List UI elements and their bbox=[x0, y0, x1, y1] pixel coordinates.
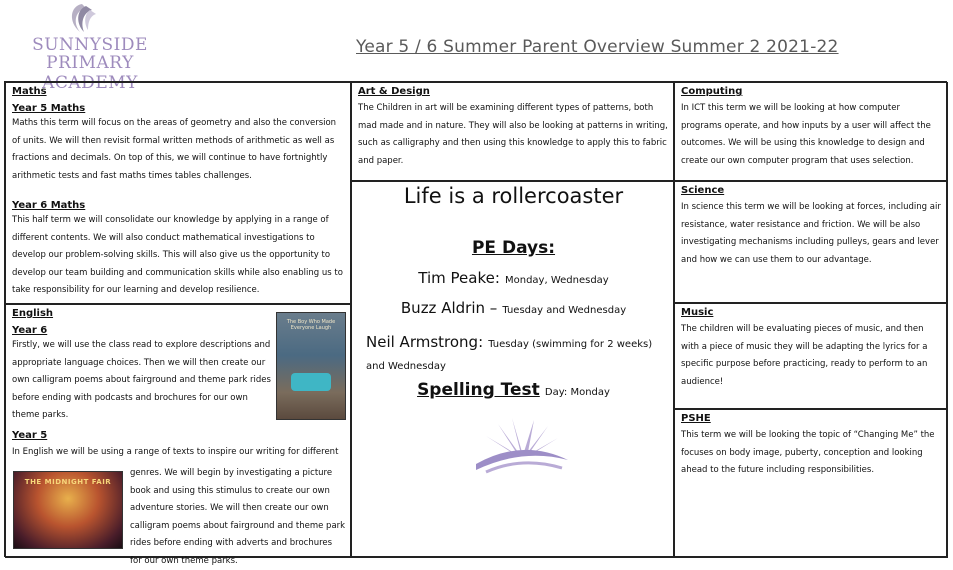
maths-heading: Maths bbox=[12, 86, 47, 97]
english-section bbox=[5, 304, 351, 566]
book-cover-image bbox=[276, 312, 346, 420]
maths-y5-heading: Year 5 Maths bbox=[12, 103, 86, 114]
english-y5-heading: Year 5 bbox=[12, 430, 48, 441]
computing-text: In ICT this term we will be looking at how computer programs operate, and how inputs by a user will affect the outcomes. We will be using this knowledge to design and create our own computer program that uses selection. bbox=[681, 103, 931, 166]
pe3-days: Tuesday (swimming for 2 weeks) and Wednesday bbox=[366, 339, 653, 372]
maths-y5-text: Maths this term will focus on the areas of geometry and also the conversion of units. We will then revisit formal written methods of arithmetic as well as fractions and decimals. On top of this, we will continue to have fortnightly arithmetic tests and fast maths times tables challenges. bbox=[12, 118, 337, 181]
pe2-days: Tuesday and Wednesday bbox=[502, 305, 627, 316]
spelling-heading: Spelling Test bbox=[417, 380, 540, 400]
theme-section bbox=[351, 181, 674, 558]
school-name-line2: PRIMARY ACADEMY bbox=[42, 53, 138, 93]
pe2-name: Buzz Aldrin – bbox=[400, 299, 498, 317]
pe-row-tim-peake bbox=[352, 268, 675, 287]
pe3-name: Neil Armstrong: bbox=[366, 333, 484, 351]
school-name-line1: SUNNYSIDE bbox=[32, 35, 148, 55]
maths-y6-heading: Year 6 Maths bbox=[12, 200, 86, 211]
english-heading: English bbox=[12, 308, 54, 319]
science-section bbox=[674, 181, 948, 303]
music-section bbox=[674, 303, 948, 409]
pshe-text: This term we will be looking the topic of “Changing Me” the focuses on body image, puberty, conception and looking ahead to the future including responsibilities. bbox=[681, 430, 935, 475]
music-text: The children will be evaluating pieces of music, and then with a piece of music they will be adapting the lyrics for a specific purpose before practicing, ready to perform to an audience! bbox=[681, 324, 928, 387]
english-y6-text: Firstly, we will use the class read to explore descriptions and appropriate language choices. Then we will then create our own calligram poems about fairground and theme park rides before ending with podcasts and brochures for our own theme parks. bbox=[12, 340, 271, 420]
science-heading: Science bbox=[681, 185, 725, 196]
science-text: In science this term we will be looking at forces, including air resistance, water resistance and friction. We will be also investigating mechanisms including pulleys, gears and lever and how we can use them to our advantage. bbox=[681, 202, 941, 265]
pe1-days: Monday, Wednesday bbox=[504, 275, 609, 286]
book-car-graphic bbox=[291, 373, 331, 391]
midnight-fair-image bbox=[13, 471, 123, 549]
art-heading: Art & Design bbox=[358, 86, 430, 97]
computing-section bbox=[674, 82, 948, 181]
english-y5-text: genres. We will begin by investigating a picture book and using this stimulus to create our own adventure stories. We will then create our own calligram poems about fairground and theme park rides before ending with adverts and brochures for our own theme parks. bbox=[130, 468, 346, 566]
art-design-section bbox=[351, 82, 674, 181]
spelling-test-row bbox=[352, 380, 675, 400]
music-heading: Music bbox=[681, 307, 714, 318]
maths-section bbox=[5, 82, 351, 304]
midnight-fair-title: THE MIDNIGHT FAIR bbox=[24, 478, 112, 486]
pshe-section bbox=[674, 409, 948, 558]
swirl-logo-icon bbox=[62, 2, 102, 36]
pe-row-neil-armstrong bbox=[366, 332, 666, 376]
maths-y6-text: This half term we will consolidate our knowledge by applying in a range of different contents. We will also conduct mathematical investigations to develop our problem-solving skills. This will also give us the opportunity to develop our team building and communication skills while also enabling us to take responsibility for our learning and develop resilience. bbox=[12, 215, 343, 295]
english-y6-heading: Year 6 bbox=[12, 325, 48, 336]
pe-days-heading: PE Days: bbox=[471, 238, 556, 258]
art-text: The Children in art will be examining different types of patterns, both mad made and in nature. They will also be looking at patterns in writing, such as calligraphy and then using this knowledge to apply this to fabric and paper. bbox=[358, 103, 668, 166]
pe-row-buzz-aldrin bbox=[352, 298, 675, 317]
pshe-heading: PSHE bbox=[681, 413, 711, 424]
computing-heading: Computing bbox=[681, 86, 743, 97]
overview-grid bbox=[4, 81, 947, 566]
spelling-day: Day: Monday bbox=[544, 387, 610, 398]
document-title: Year 5 / 6 Summer Parent Overview Summer 2 2021-22 bbox=[356, 37, 839, 57]
book-cover-title: The Boy Who Made Everyone Laugh bbox=[286, 319, 336, 331]
sunrise-logo-icon bbox=[472, 414, 572, 480]
english-y5-lead: In English we will be using a range of texts to inspire our writing for different bbox=[12, 447, 339, 457]
pe1-name: Tim Peake: bbox=[418, 269, 500, 287]
theme-title: Life is a rollercoaster bbox=[403, 184, 624, 208]
